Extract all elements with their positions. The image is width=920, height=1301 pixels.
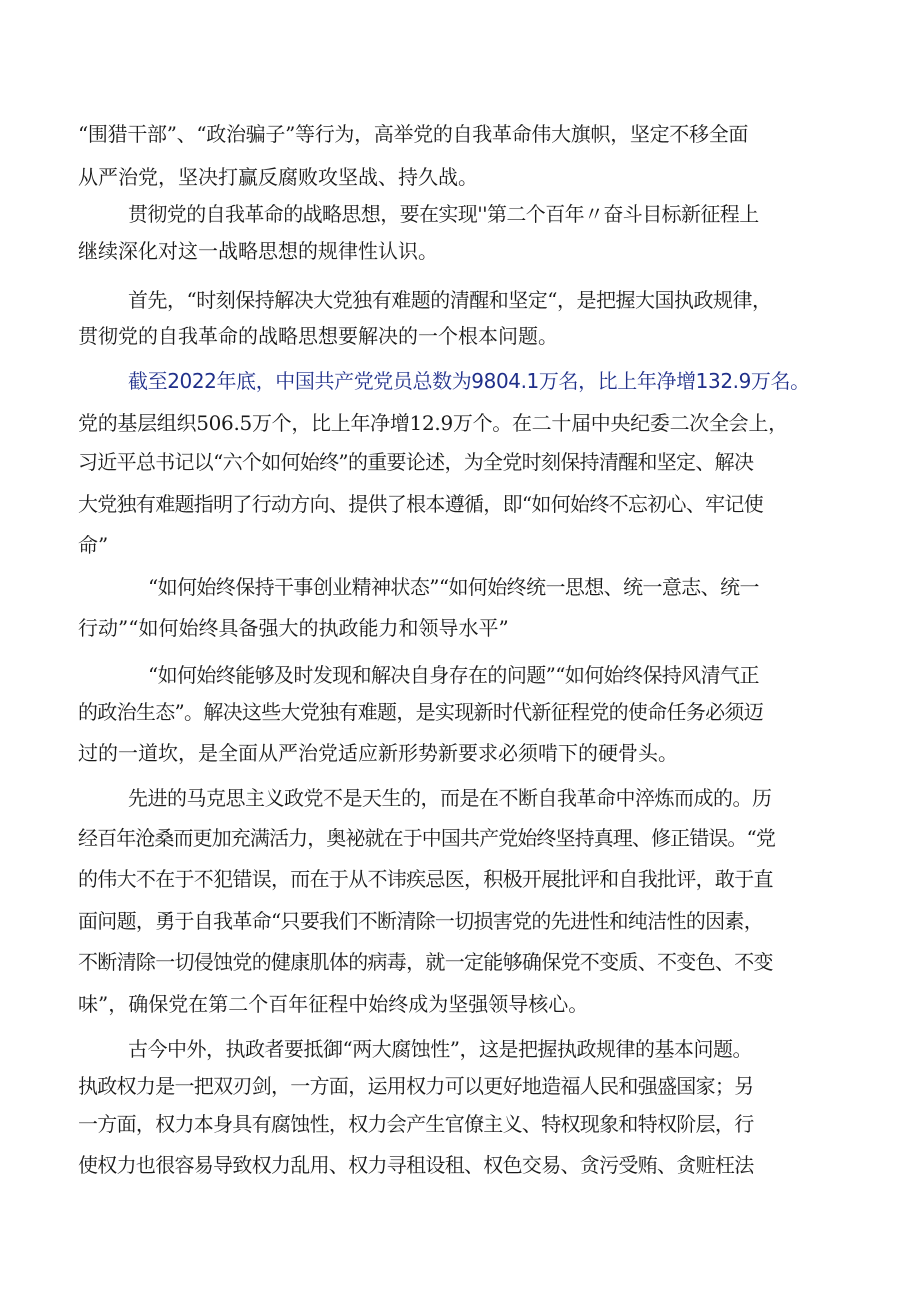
text-line: “如何始终能够及时发现和解决自身存在的问题”“如何始终保持风清气正: [148, 663, 759, 687]
highlighted-text-line: 截至2022年底，中国共产党党员总数为9804.1万名，比上年净增132.9万名。: [128, 369, 810, 393]
text-line: 不断清除一切侵蚀党的健康肌体的病毒，就一定能够确保党不变质、不变色、不变: [78, 950, 773, 974]
text-line: 的政治生态”。解决这些大党独有难题，是实现新时代新征程党的使命任务必须迈: [78, 700, 764, 724]
text-line: 党的基层组织506.5万个，比上年净增12.9万个。在二十届中央纪委二次全会上，: [78, 411, 788, 435]
text-line: 执政权力是一把双刃剑，一方面，运用权力可以更好地造福人民和强盛国家；另: [78, 1074, 754, 1098]
text-line: 首先，“时刻保持解决大党独有难题的清醒和坚定“，是把握大国执政规律，: [128, 288, 772, 312]
text-line: 大党独有难题指明了行动方向、提供了根本遵循，即“如何始终不忘初心、牢记使: [78, 492, 764, 516]
text-line: “如何始终保持干事创业精神状态”“如何始终统一思想、统一意志、统一: [148, 575, 759, 599]
text-line: 的伟大不在于不犯错误，而在于从不讳疾忌医，积极开展批评和自我批评，敢于直: [78, 867, 773, 891]
text-line: 命”: [78, 533, 109, 557]
text-line: 贯彻党的自我革命的战略思想要解决的一个根本问题。: [78, 324, 558, 348]
text-line: 贯彻党的自我革命的战略思想，要在实现''第二个百年〃奋斗目标新征程上: [128, 202, 759, 226]
text-line: 古今中外，执政者要抵御“两大腐蚀性”，这是把握执政规律的基本问题。: [128, 1037, 752, 1061]
text-line: 继续深化对这一战略思想的规律性认识。: [78, 239, 438, 263]
text-line: 习近平总书记以“六个如何始终”的重要论述，为全党时刻保持清醒和坚定、解决: [78, 450, 754, 474]
text-line: 行动”“如何始终具备强大的执政能力和领导水平”: [78, 616, 509, 640]
text-line: 使权力也很容易导致权力乱用、权力寻租设租、权色交易、贪污受贿、贪赃枉法: [78, 1153, 754, 1177]
text-line: 面问题，勇于自我革命“只要我们不断清除一切损害党的先进性和纯洁性的因素，: [78, 909, 764, 933]
text-line: 过的一道坎，是全面从严治党适应新形势新要求必须啃下的硬骨头。: [78, 741, 678, 765]
text-line: “围猎干部”、“政治骗子”等行为，高举党的自我革命伟大旗帜，坚定不移全面: [78, 122, 749, 146]
text-line: 味”，确保党在第二个百年征程中始终成为坚强领导核心。: [78, 992, 589, 1016]
text-line: 经百年沧桑而更加充满活力，奥袐就在于中国共产党始终坚持真理、修正错误。“党: [78, 826, 775, 850]
text-line: 先进的马克思主义政党不是天生的，而是在不断自我革命中淬炼而成的。历: [128, 786, 772, 810]
text-line: 从严治党，坚决打赢反腐败攻坚战、持久战。: [78, 165, 478, 189]
text-line: 一方面，权力本身具有腐蚀性，权力会产生官僚主义、特权现象和特权阶层，行: [78, 1112, 754, 1136]
